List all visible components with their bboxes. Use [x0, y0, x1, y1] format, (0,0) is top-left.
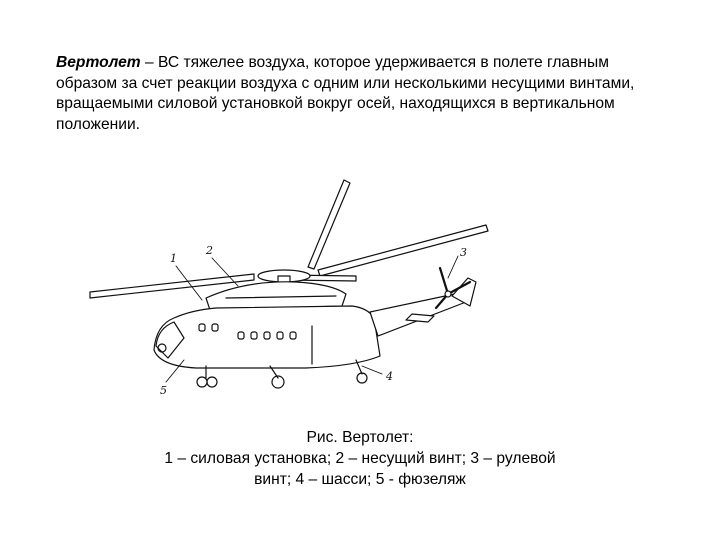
callout-4: 4 — [386, 370, 393, 383]
helicopter-figure — [56, 160, 516, 410]
definition-text: – ВС тяжелее воздуха, которое удерживается в полете главным образом за счет реакции воздуха с одним или несколькими несущими винтами, вращаемыми силовой установкой вокруг осей, находящихся в вертикальном положении. — [56, 54, 635, 133]
caption-title-line — [0, 427, 720, 448]
caption-line-2: 1 – силовая установка; 2 – несущий винт; 3 – рулевой — [164, 450, 556, 467]
tail-rotor-blade — [440, 268, 448, 294]
wheel — [197, 377, 207, 387]
tail-rotor-hub — [445, 291, 451, 297]
caption-title: Вертолет: — [342, 429, 414, 446]
main-rotor — [90, 180, 488, 298]
rotor-blade — [308, 180, 350, 269]
fuselage — [154, 306, 380, 368]
callout-2: 2 — [206, 244, 213, 257]
leader — [448, 256, 458, 278]
definition-paragraph — [56, 53, 656, 135]
callout-5: 5 — [160, 384, 167, 397]
helicopter-drawing — [56, 160, 516, 410]
caption-prefix: Рис. — [306, 429, 343, 446]
definition-term: Вертолет — [56, 54, 141, 71]
leader — [362, 366, 382, 374]
callout-3: 3 — [460, 246, 467, 259]
callout-1: 1 — [170, 252, 177, 265]
stabilizer — [406, 314, 434, 322]
caption-line-3: винт; 4 – шасси; 5 - фюзеляж — [254, 471, 466, 488]
figure-caption — [0, 427, 720, 490]
wheel — [207, 377, 217, 387]
